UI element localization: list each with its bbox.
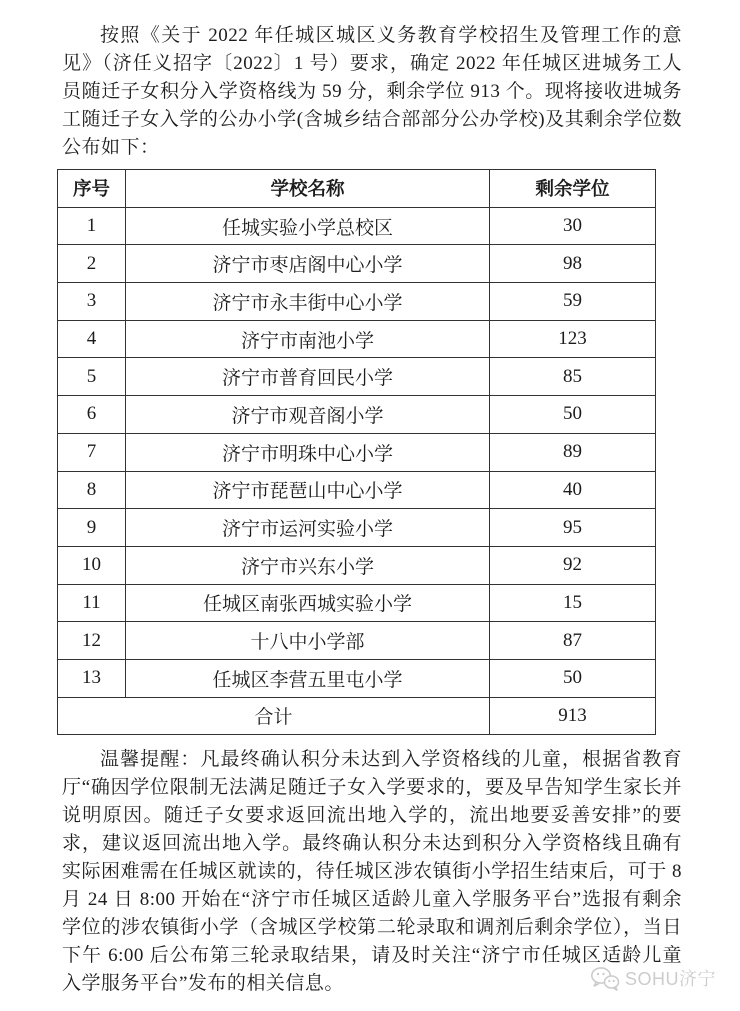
remaining-seats-cell: 50 <box>490 396 656 434</box>
row-index-cell: 7 <box>58 433 126 471</box>
table-row <box>58 584 656 622</box>
school-name-cell: 十八中小学部 <box>126 622 490 660</box>
school-name-cell: 任城区南张西城实验小学 <box>126 584 490 622</box>
remaining-seats-cell: 15 <box>490 584 656 622</box>
remaining-seats-cell: 50 <box>490 659 656 697</box>
school-name-cell: 任城实验小学总校区 <box>126 207 490 245</box>
remaining-seats-cell: 89 <box>490 433 656 471</box>
wechat-icon <box>590 966 620 991</box>
table-row <box>58 396 656 434</box>
remaining-seats-cell: 85 <box>490 358 656 396</box>
remaining-seats-cell: 92 <box>490 546 656 584</box>
remaining-seats-cell: 87 <box>490 622 656 660</box>
table-row <box>58 471 656 509</box>
row-index-cell: 11 <box>58 584 126 622</box>
table-header-row <box>58 170 656 208</box>
total-row <box>58 697 656 735</box>
row-index-cell: 3 <box>58 283 126 321</box>
row-index-cell: 2 <box>58 245 126 283</box>
total-label-cell: 合计 <box>58 697 490 735</box>
watermark <box>590 965 716 991</box>
table-row <box>58 358 656 396</box>
row-index-cell: 5 <box>58 358 126 396</box>
remaining-seats-cell: 98 <box>490 245 656 283</box>
table-row <box>58 320 656 358</box>
schools-seats-table <box>57 169 656 735</box>
row-index-cell: 13 <box>58 659 126 697</box>
remaining-seats-cell: 95 <box>490 509 656 547</box>
table-row <box>58 283 656 321</box>
table-row <box>58 546 656 584</box>
table-row <box>58 207 656 245</box>
notice-paragraph: 温馨提醒：凡最终确认积分未达到入学资格线的儿童，根据省教育厅“确因学位限制无法满足随迁子女入学要求的，要及早告知学生家长并说明原因。随迁子女要求返回流出地入学的，流出地要妥善安排”的要求，建议返回流出地入学。最终确认积分未达到积分入学资格线且确有实际困难需在任城区就读的，待任城区涉农镇街小学招生结束后，可于 8 月 24 日 8:00 开始在“济宁市任城区适龄儿童入学服务平台”选报有剩余学位的涉农镇街小学（含城区学校第二轮录取和调剂后剩余学位），当日下午 6:00 后公布第三轮录取结果，请及时关注“济宁市任城区适龄儿童入学服务平台”发布的相关信息。 <box>62 749 682 995</box>
row-index-cell: 9 <box>58 509 126 547</box>
row-index-cell: 12 <box>58 622 126 660</box>
table-row <box>58 622 656 660</box>
school-name-cell: 济宁市明珠中心小学 <box>126 433 490 471</box>
school-name-cell: 济宁市运河实验小学 <box>126 509 490 547</box>
table-row <box>58 433 656 471</box>
watermark-label: SOHU济宁 <box>624 969 716 989</box>
remaining-seats-cell: 40 <box>490 471 656 509</box>
row-index-cell: 8 <box>58 471 126 509</box>
remaining-seats-cell: 123 <box>490 320 656 358</box>
row-index-cell: 10 <box>58 546 126 584</box>
row-index-cell: 1 <box>58 207 126 245</box>
remaining-seats-cell: 59 <box>490 283 656 321</box>
row-index-cell: 6 <box>58 396 126 434</box>
total-seats-cell: 913 <box>490 697 656 735</box>
school-name-cell: 济宁市普育回民小学 <box>126 358 490 396</box>
row-index-cell: 4 <box>58 320 126 358</box>
table-row <box>58 509 656 547</box>
table-row <box>58 659 656 697</box>
header-remaining-seats: 剩余学位 <box>490 170 656 208</box>
school-name-cell: 济宁市观音阁小学 <box>126 396 490 434</box>
school-name-cell: 济宁市南池小学 <box>126 320 490 358</box>
intro-paragraph: 按照《关于 2022 年任城区城区义务教育学校招生及管理工作的意见》（济任义招字〔2022〕1 号）要求，确定 2022 年任城区进城务工人员随迁子女积分入学资格线为 59 分，剩余学位 913 个。现将接收进城务工随迁子女入学的公办小学(含城乡结合部部分公办学校)及其剩余学位数公布如下： <box>62 25 682 158</box>
header-row-index: 序号 <box>58 170 126 208</box>
table-row <box>58 245 656 283</box>
header-school-name: 学校名称 <box>126 170 490 208</box>
remaining-seats-cell: 30 <box>490 207 656 245</box>
school-name-cell: 任城区李营五里屯小学 <box>126 659 490 697</box>
school-name-cell: 济宁市兴东小学 <box>126 546 490 584</box>
school-name-cell: 济宁市枣店阁中心小学 <box>126 245 490 283</box>
school-name-cell: 济宁市琵琶山中心小学 <box>126 471 490 509</box>
school-name-cell: 济宁市永丰街中心小学 <box>126 283 490 321</box>
